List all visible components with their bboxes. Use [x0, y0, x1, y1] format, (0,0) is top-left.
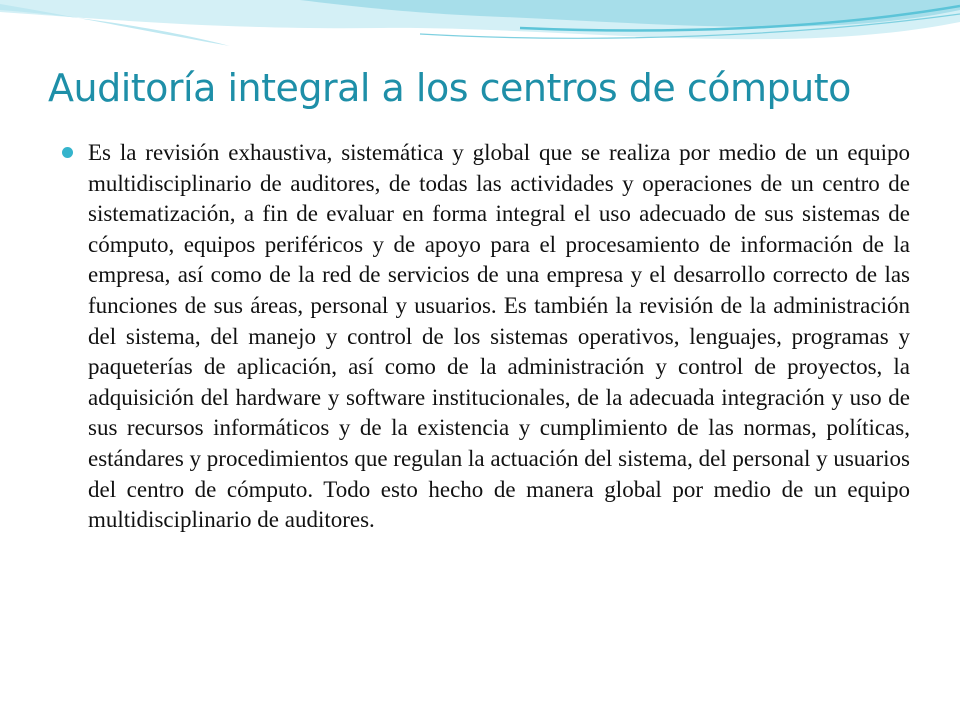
slide-title: Auditoría integral a los centros de cómputo [48, 66, 851, 110]
slide-content [62, 138, 910, 536]
bullet-item [62, 138, 910, 536]
bullet-text: Es la revisión exhaustiva, sistemática y global que se realiza por medio de un equipo multidisciplinario de auditores, de todas las actividades y operaciones de un centro de sistematización, a fin de evaluar en forma integral el uso adecuado de sus sistemas de cómputo, equipos periféricos y de apoyo para el procesamiento de información de la empresa, así como de la red de servicios de una empresa y el desarrollo correcto de las funciones de sus áreas, personal y usuarios. Es también la revisión de la administración del sistema, del manejo y control de los sistemas operativos, lenguajes, programas y paqueterías de aplicación, así como de la administración y control de proyectos, la adquisición del hardware y software institucionales, de la adecuada integración y uso de sus recursos informáticos y de la existencia y cumplimiento de las normas, políticas, estándares y procedimientos que regulan la actuación del sistema, del personal y usuarios del centro de cómputo. Todo esto hecho de manera global por medio de un equipo multidisciplinario de auditores. [88, 140, 910, 533]
bullet-dot-icon [62, 147, 73, 158]
